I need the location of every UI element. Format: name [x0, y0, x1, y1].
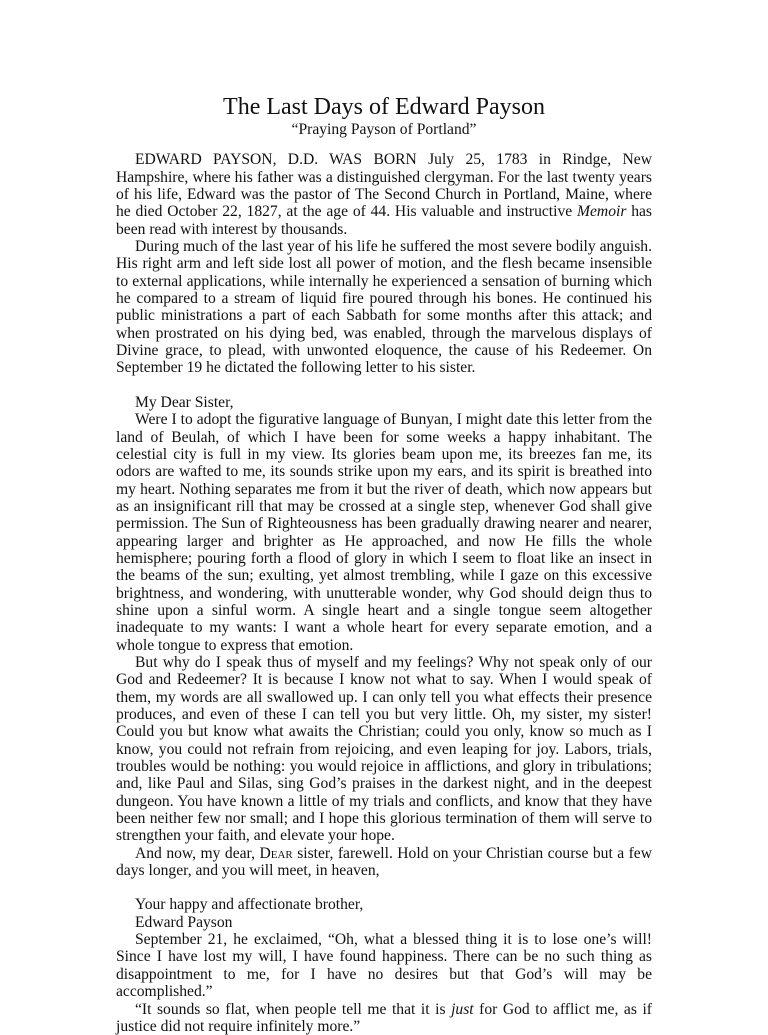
letter-paragraph: But why do I speak thus of myself and my feelings? Why not speak only of our God and Redeemer? It is because I know not what to say. When I would speak of them, my words are all swallowed up. I can only tell you what effects their presence produces, and even of these I can tell you but very little. Oh, my sister, my sister! Could you but know what awaits the Christian; could you only, know so much as I know, you could not refrain from rejoicing, and even leaping for joy. Labors, trials, troubles would be nothing: you would rejoice in afflictions, and glory in tribulations; and, like Paul and Silas, sing God’s praises in the darkest night, and in the deepest dungeon. You have known a little of my trials and conflicts, and know that they have been neither few nor small; and I hope this glorious termination of them will serve to strengthen your faith, and elevate your hope.: [116, 654, 652, 845]
document-subtitle: “Praying Payson of Portland”: [116, 121, 652, 138]
document-title: The Last Days of Edward Payson: [116, 93, 652, 121]
letter-closing: Your happy and affectionate brother,: [116, 896, 652, 913]
memoir-title: Memoir: [577, 203, 626, 220]
intro-paragraph: EDWARD PAYSON, D.D. WAS BORN July 25, 1783 in Rindge, New Hampshire, where his father was a distinguished clergyman. For the last twenty years of his life, Edward was the pastor of The Second Church in Portland, Maine, where he died October 22, 1827, at the age of 44. His valuable and instructive Memoir has been read with interest by thousands.: [116, 151, 652, 238]
body-paragraph: “It sounds so flat, when people tell me that it is just for God to afflict me, as if justice did not require infinitely more.”: [116, 1001, 652, 1035]
body-paragraph: September 21, he exclaimed, “Oh, what a blessed thing it is to lose one’s will! Since I have lost my will, I have found happiness. There can be no such thing as disappointment to me, for I have no desires but that God’s will may be accomplished.”: [116, 931, 652, 1000]
letter-paragraph: Were I to adopt the figurative language of Bunyan, I might date this letter from the land of Beulah, of which I have been for some weeks a happy inhabitant. The celestial city is full in my view. Its glories beam upon me, its breezes fan me, its odors are wafted to me, its sounds strike upon my ears, and its spirit is breathed into my heart. Nothing separates me from it but the river of death, which now appears but as an insignificant rill that may be crossed at a single step, whenever God shall give permission. The Sun of Righteousness has been gradually drawing nearer and nearer, appearing larger and brighter as He approached, and now He fills the whole hemisphere; pouring forth a flood of glory in which I seem to float like an insect in the beams of the sun; exulting, yet almost trembling, while I gaze on this excessive brightness, and wondering, with unutterable wonder, why God should deign thus to shine upon a sinful worm. A single heart and a single tongue seem altogether inadequate to my wants: I want a whole heart for every separate emotion, and a whole tongue to express that emotion.: [116, 411, 652, 654]
intro-paragraph: During much of the last year of his life he suffered the most severe bodily anguish. His right arm and left side lost all power of motion, and the flesh became insensible to external applications, while internally he experienced a sensation of burning which he compared to a stream of liquid fire poured through his bones. He continued his public ministrations a part of each Sabbath for some months after this attack; and when prostrated on his dying bed, was enabled, through the marvelous displays of Divine grace, to plead, with unwonted eloquence, the cause of his Redeemer. On September 19 he dictated the following letter to his sister.: [116, 238, 652, 377]
emphasis-just: just: [451, 1001, 474, 1018]
letter-salutation: My Dear Sister,: [116, 394, 652, 411]
letter-signature: Edward Payson: [116, 914, 652, 931]
letter-farewell: And now, my dear, Dear sister, farewell. Hold on your Christian course but a few days longer, and you will meet, in heaven,: [116, 845, 652, 880]
